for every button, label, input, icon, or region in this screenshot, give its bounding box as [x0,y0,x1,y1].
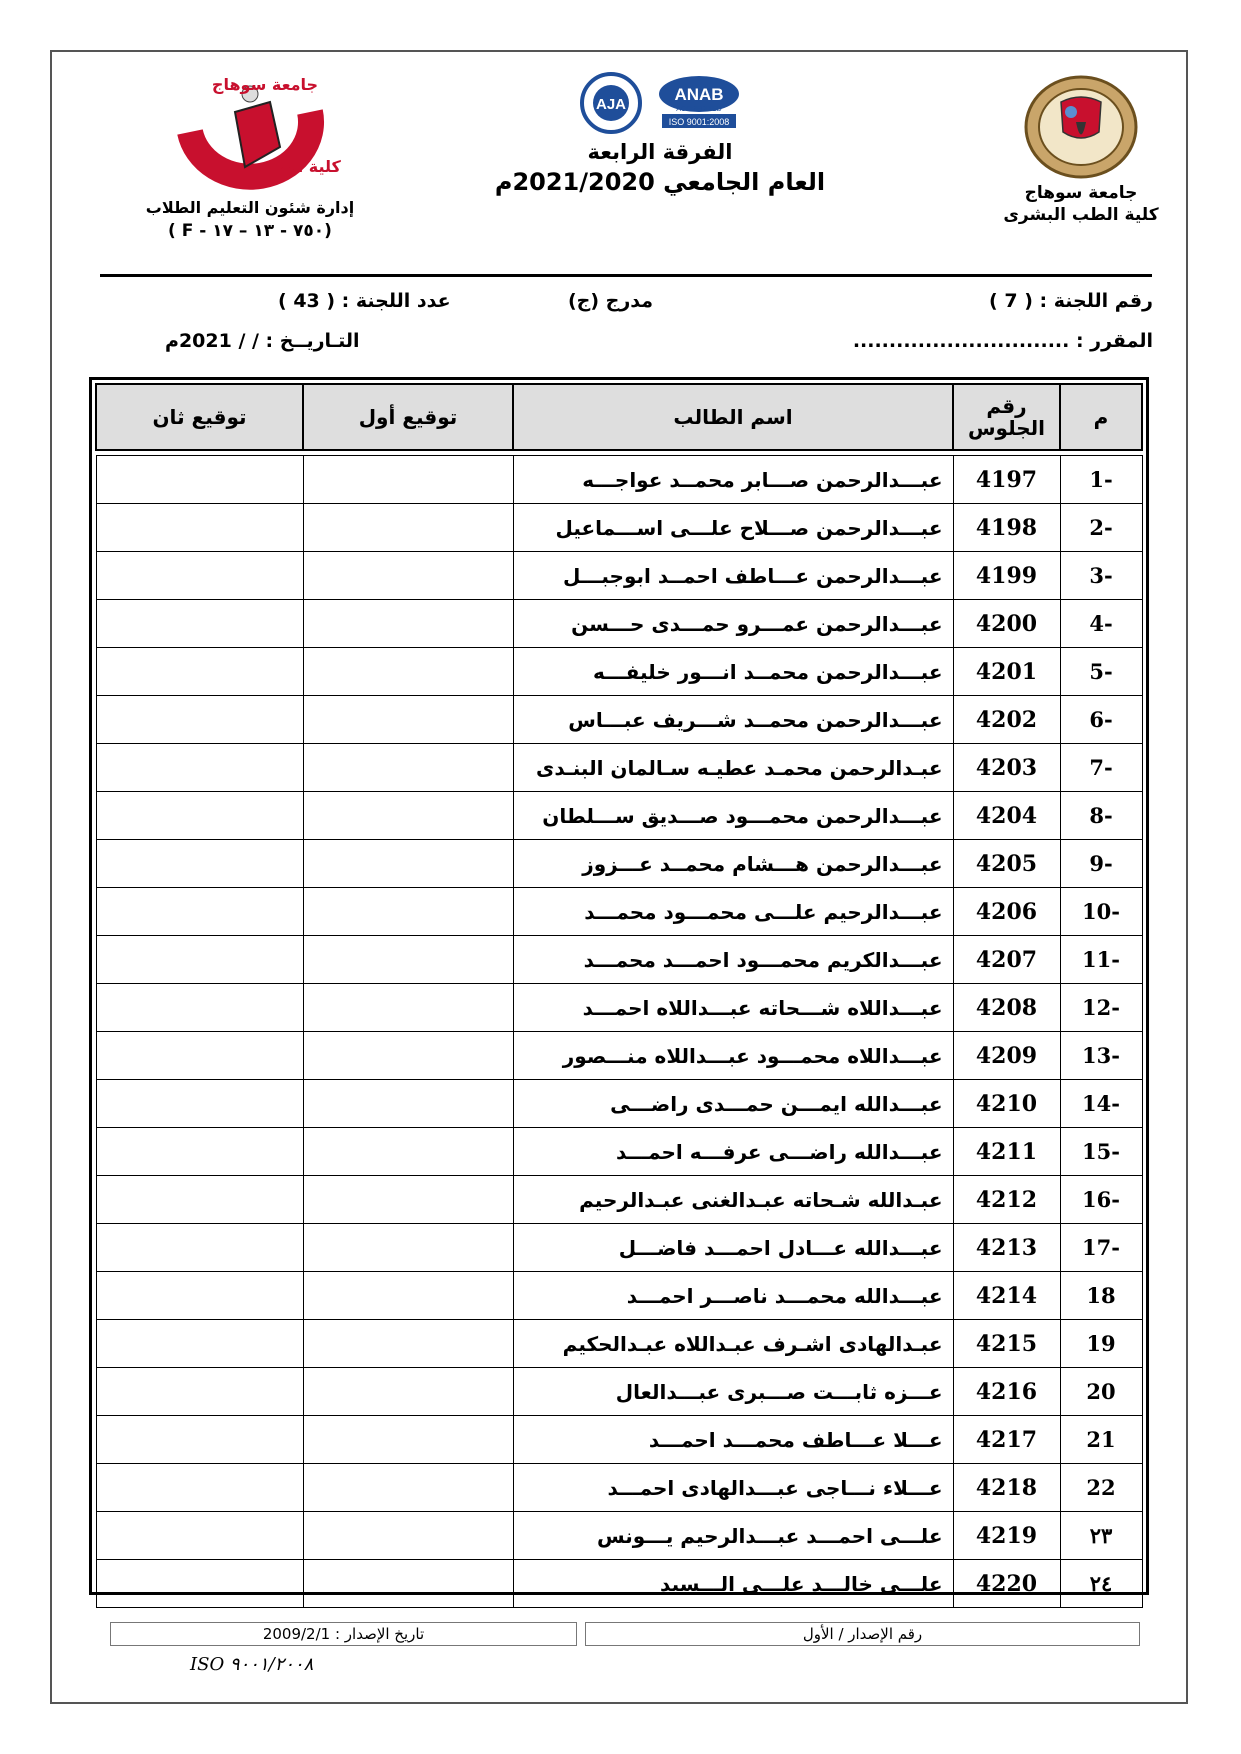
row-index: 20 [1060,1368,1142,1416]
students-table-wrapper [89,377,1149,1595]
row-student-name: عبـــداللاه محمـــود عبـــداللاه منـــصور [513,1032,953,1080]
row-second-signature[interactable] [96,600,303,648]
row-second-signature[interactable] [96,696,303,744]
svg-text:ACCREDITED: ACCREDITED [676,106,722,113]
row-first-signature[interactable] [303,600,513,648]
row-second-signature[interactable] [96,1224,303,1272]
table-row [96,1032,1142,1080]
row-first-signature[interactable] [303,888,513,936]
row-student-name: عبـــدالرحمن محمـــود صـــديق ســـلطان [513,792,953,840]
row-seat-number: 4203 [953,744,1060,792]
row-first-signature[interactable] [303,648,513,696]
svg-text:AJA: AJA [595,96,627,113]
table-row [96,1368,1142,1416]
department-block [110,72,390,241]
row-student-name: عبـــدالرحمن محمــد انـــور خليفـــه [513,648,953,696]
row-student-name: عبـــدالله راضـــى عرفـــه احمـــد [513,1128,953,1176]
row-seat-number: 4198 [953,504,1060,552]
faculty-logo-icon [150,72,350,190]
row-second-signature[interactable] [96,1320,303,1368]
department-name: إدارة شئون التعليم الطلاب [145,198,355,217]
aja-logo-icon [576,72,646,134]
row-index: -11 [1060,936,1142,984]
row-second-signature[interactable] [96,840,303,888]
row-second-signature[interactable] [96,984,303,1032]
row-student-name: عبـــداللاه شـــحاته عبـــداللاه احمـــد [513,984,953,1032]
university-block [991,72,1171,226]
row-student-name: عبـــدالرحمن صـــابر محمــد عواجـــه [513,456,953,504]
row-second-signature[interactable] [96,1368,303,1416]
row-first-signature[interactable] [303,1512,513,1560]
table-row [96,1080,1142,1128]
row-first-signature[interactable] [303,1368,513,1416]
issue-number: رقم الإصدار / الأول [802,1625,923,1643]
row-first-signature[interactable] [303,1224,513,1272]
row-first-signature[interactable] [303,1176,513,1224]
row-first-signature[interactable] [303,1080,513,1128]
row-student-name: عبـــدالرحمن عمـــرو حمـــدى حـــسن [513,600,953,648]
iso-standard: ISO ٩٠٠١/٢٠٠٨ [190,1654,314,1675]
row-student-name: عـــلاء نـــاجى عبـــدالهادى احمـــد [513,1464,953,1512]
row-student-name: عبـــدالله محمـــد ناصـــر احمـــد [513,1272,953,1320]
table-row [96,456,1142,504]
table-row [96,1512,1142,1560]
table-row [96,792,1142,840]
table-row [96,504,1142,552]
row-seat-number: 4216 [953,1368,1060,1416]
row-student-name: عبـــدالكريم محمـــود احمـــد محمـــد [513,936,953,984]
row-student-name: عبـــدالله عـــادل احمـــد فاضـــل [513,1224,953,1272]
row-seat-number: 4209 [953,1032,1060,1080]
table-row [96,1128,1142,1176]
row-index: -14 [1060,1080,1142,1128]
table-row [96,1464,1142,1512]
row-index: -10 [1060,888,1142,936]
row-index: 19 [1060,1320,1142,1368]
hall-name: مدرج (ج) [568,290,654,312]
title-block [470,72,850,196]
row-index: -16 [1060,1176,1142,1224]
row-first-signature[interactable] [303,792,513,840]
row-second-signature[interactable] [96,1128,303,1176]
row-second-signature[interactable] [96,744,303,792]
faculty-name: كلية الطب البشرى [1003,205,1159,225]
class-title: الفرقة الرابعة [587,140,733,164]
row-index: -7 [1060,744,1142,792]
table-row [96,1176,1142,1224]
students-table [95,383,1143,1608]
table-row [96,888,1142,936]
row-seat-number: 4202 [953,696,1060,744]
row-second-signature[interactable] [96,1464,303,1512]
table-row [96,936,1142,984]
row-index: -3 [1060,552,1142,600]
row-seat-number: 4200 [953,600,1060,648]
row-first-signature[interactable] [303,1032,513,1080]
row-seat-number: 4210 [953,1080,1060,1128]
row-first-signature[interactable] [303,1416,513,1464]
row-second-signature[interactable] [96,1032,303,1080]
table-row [96,744,1142,792]
row-index: ٢٣ [1060,1512,1142,1560]
committee-number: رقم اللجنة : ( 7 ) [989,290,1153,312]
row-student-name: عبـــدالرحمن هـــشام محمــد عـــزوز [513,840,953,888]
row-second-signature[interactable] [96,456,303,504]
row-index: -2 [1060,504,1142,552]
row-first-signature[interactable] [303,1320,513,1368]
header-first-signature: توقيع أول [303,384,513,450]
row-second-signature[interactable] [96,648,303,696]
issue-date: تاريخ الإصدار : 2009/2/1 [262,1625,425,1643]
header-divider [100,274,1152,277]
row-second-signature[interactable] [96,888,303,936]
accreditation-logos [470,72,850,134]
row-student-name: عـــزه ثابـــت صـــبرى عبـــدالعال [513,1368,953,1416]
row-seat-number: 4213 [953,1224,1060,1272]
row-second-signature[interactable] [96,936,303,984]
svg-text:ISO 9001:2008: ISO 9001:2008 [668,117,730,127]
row-seat-number: 4214 [953,1272,1060,1320]
anab-logo-icon [654,72,744,134]
table-row [96,552,1142,600]
row-seat-number: 4217 [953,1416,1060,1464]
table-row [96,1224,1142,1272]
row-first-signature[interactable] [303,936,513,984]
row-seat-number: 4205 [953,840,1060,888]
row-index: ٢٤ [1060,1560,1142,1608]
row-second-signature[interactable] [96,1512,303,1560]
row-index: -1 [1060,456,1142,504]
table-row [96,696,1142,744]
table-row [96,1320,1142,1368]
row-student-name: عبـدالهادى اشـرف عبـداللاه عبـدالحكيم [513,1320,953,1368]
row-second-signature[interactable] [96,1272,303,1320]
row-index: -4 [1060,600,1142,648]
row-seat-number: 4219 [953,1512,1060,1560]
svg-text:ANAB: ANAB [674,85,724,104]
university-crest-icon [1021,72,1141,182]
table-row [96,1272,1142,1320]
row-first-signature[interactable] [303,1128,513,1176]
row-seat-number: 4220 [953,1560,1060,1608]
row-first-signature[interactable] [303,504,513,552]
row-second-signature[interactable] [96,1176,303,1224]
row-seat-number: 4201 [953,648,1060,696]
row-student-name: عبـــدالرحيم علـــى محمـــود محمـــد [513,888,953,936]
row-index: 18 [1060,1272,1142,1320]
row-index: -12 [1060,984,1142,1032]
row-seat-number: 4211 [953,1128,1060,1176]
header-second-signature: توقيع ثان [96,384,303,450]
row-seat-number: 4218 [953,1464,1060,1512]
row-seat-number: 4208 [953,984,1060,1032]
row-second-signature[interactable] [96,1416,303,1464]
row-seat-number: 4212 [953,1176,1060,1224]
row-seat-number: 4199 [953,552,1060,600]
committee-count: عدد اللجنة : ( 43 ) [278,290,451,312]
row-student-name: عبـــدالرحمن عـــاطف احمــد ابوجبـــل [513,552,953,600]
row-index: -9 [1060,840,1142,888]
row-student-name: عبـدالله شـحاته عبـدالغنى عبـدالرحيم [513,1176,953,1224]
form-code: ( F - ٧٥٠ - ١٣ – ١٧) [168,221,332,241]
row-first-signature[interactable] [303,744,513,792]
row-student-name: عبـــدالرحمن محمــد شـــريف عبـــاس [513,696,953,744]
table-row [96,600,1142,648]
issue-number-box [585,1622,1140,1646]
row-second-signature[interactable] [96,504,303,552]
row-index: -6 [1060,696,1142,744]
row-first-signature[interactable] [303,456,513,504]
row-student-name: علـــى خالـــد علـــى الـــسيد [513,1560,953,1608]
row-first-signature[interactable] [303,1464,513,1512]
university-name: جامعة سوهاج [1024,183,1138,203]
header-student-name: اسم الطالب [513,384,953,450]
course-field: المقرر : .............................. [852,330,1153,352]
row-first-signature[interactable] [303,552,513,600]
row-seat-number: 4204 [953,792,1060,840]
issue-date-box [110,1622,577,1646]
academic-year: العام الجامعي 2021/2020م [494,168,826,196]
table-row [96,984,1142,1032]
row-first-signature[interactable] [303,840,513,888]
row-index: -15 [1060,1128,1142,1176]
table-row [96,840,1142,888]
row-second-signature[interactable] [96,792,303,840]
table-header-row [96,384,1142,450]
row-first-signature[interactable] [303,696,513,744]
exam-date: التـاريــخ : / / 2021م [165,330,360,352]
row-index: -13 [1060,1032,1142,1080]
row-index: -17 [1060,1224,1142,1272]
svg-text:كلية الطب: كلية الطب [259,157,341,176]
row-seat-number: 4206 [953,888,1060,936]
row-index: 22 [1060,1464,1142,1512]
row-first-signature[interactable] [303,984,513,1032]
row-student-name: عبـــدالرحمن صـــلاح علـــى اســـماعيل [513,504,953,552]
svg-text:جامعة سوهاج: جامعة سوهاج [211,75,319,94]
row-second-signature[interactable] [96,1560,303,1608]
row-student-name: عبـدالرحمن محمـد عطيـه سـالمان البنـدى [513,744,953,792]
row-seat-number: 4207 [953,936,1060,984]
row-student-name: عـــلا عـــاطف محمـــد احمـــد [513,1416,953,1464]
row-index: 21 [1060,1416,1142,1464]
row-first-signature[interactable] [303,1560,513,1608]
row-second-signature[interactable] [96,1080,303,1128]
header-seat-number: رقم الجلوس [953,384,1060,450]
row-student-name: عبـــدالله ايمـــن حمـــدى راضـــى [513,1080,953,1128]
header-index: م [1060,384,1142,450]
row-first-signature[interactable] [303,1272,513,1320]
table-row [96,1416,1142,1464]
row-student-name: علـــى احمـــد عبـــدالرحيم يـــونس [513,1512,953,1560]
row-second-signature[interactable] [96,552,303,600]
row-index: -8 [1060,792,1142,840]
table-row [96,1560,1142,1608]
row-seat-number: 4197 [953,456,1060,504]
row-seat-number: 4215 [953,1320,1060,1368]
row-index: -5 [1060,648,1142,696]
table-row [96,648,1142,696]
